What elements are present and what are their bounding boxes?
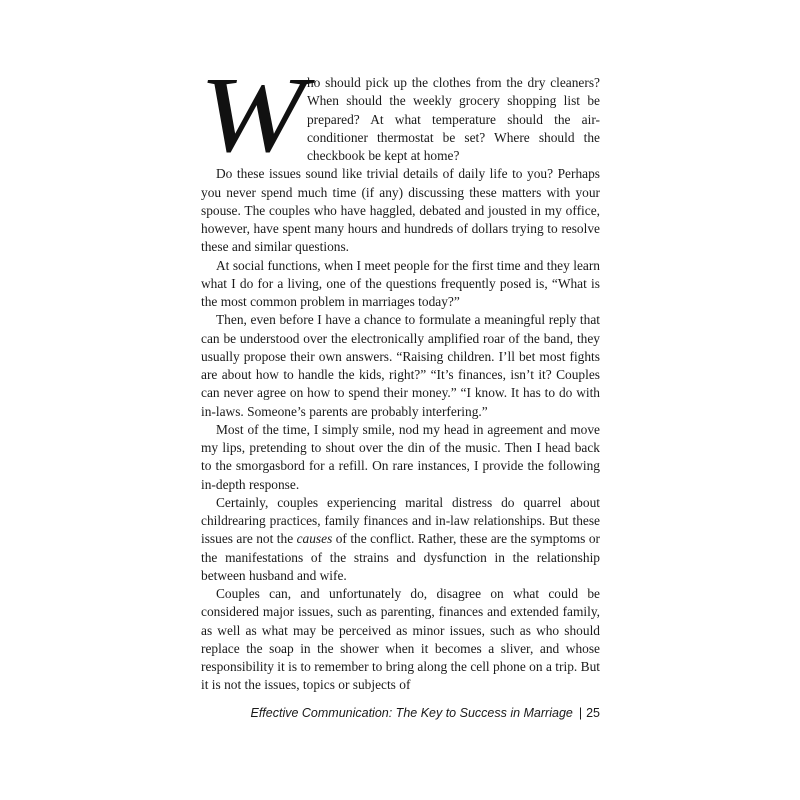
running-title: Effective Communication: The Key to Success in Marriage: [250, 706, 573, 720]
body-text: [199, 56, 600, 695]
paragraph-7: Couples can, and unfortunately do, disagree on what could be considered major issues, such as parenting, finances and extended family, as well as what may be perceived as minor issues, such as who should replace the soap in the shower when it becomes a sliver, and whose responsibility it is to remember to bring along the cell phone on a trip. But it is not the issues, topics or subjects of: [201, 586, 600, 693]
paragraph-1-text: ho should pick up the clothes from the dry cleaners? When should the weekly grocery shopping list be prepared? At what temperature should the air-conditioner thermostat be set? Where should the checkbook be kept at home?: [306, 75, 600, 163]
page-number: 25: [586, 706, 600, 720]
paragraph-2: Do these issues sound like trivial details of daily life to you? Perhaps you never spend much time (if any) discussing these matters with your spouse. The couples who have haggled, debated and jousted in my office, however, have spent many hours and hundreds of dollars trying to resolve these and similar questions.: [201, 166, 600, 255]
paragraph-5: Most of the time, I simply smile, nod my head in agreement and move my lips, pretending to shout over the din of the music. Then I head back to the smorgasbord for a refill. On rare instances, I provide the following in-depth response.: [201, 421, 600, 492]
footer-separator: |: [578, 706, 583, 720]
running-footer: [200, 706, 600, 726]
paragraph-6: [201, 494, 600, 585]
emphasis-causes: causes: [296, 531, 333, 547]
paragraph-3: At social functions, when I meet people for the first time and they learn what I do for a living, one of the questions frequently posed is, “What is the most common problem in marriages today?”: [201, 257, 600, 309]
drop-cap: W: [199, 56, 306, 175]
paragraph-6-part-a: Certainly, couples experiencing marital distress do quarrel about childrearing practices, family finances and in-law relationships. But these issues are not the: [201, 494, 600, 547]
paragraph-6-part-b: of the conflict. Rather, these are the symptoms or the manifestations of the strains and dysfunction in the relationship between husband and wife.: [201, 531, 600, 583]
paragraph-1: [199, 56, 600, 175]
paragraph-4: Then, even before I have a chance to formulate a meaningful reply that can be understood over the electronically amplified roar of the band, they usually propose their own answers. “Raising children. I’ll bet most fights are about how to handle the kids, right?” “It’s finances, isn’t it? Couples can never agree on how to spend their money.” “I know. It has to do with in-laws. Someone’s parents are probably interfering.”: [201, 312, 600, 419]
